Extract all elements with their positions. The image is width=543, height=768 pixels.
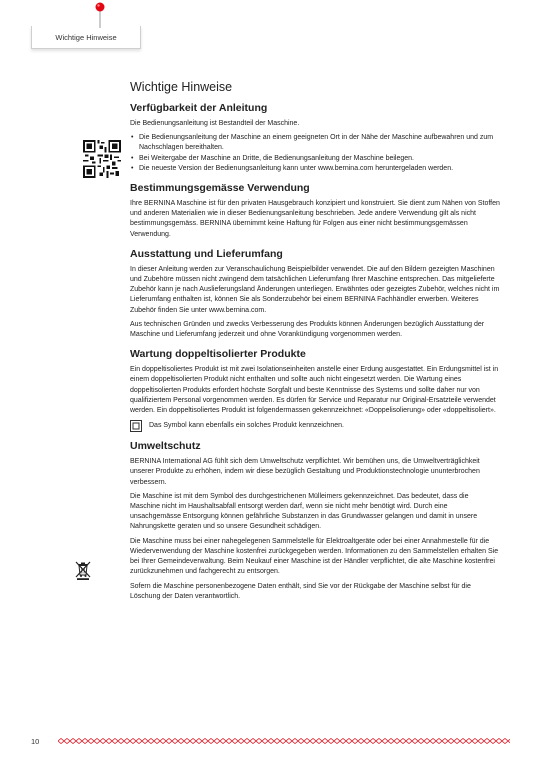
crossed-bin-icon xyxy=(74,560,92,580)
page-number: 10 xyxy=(31,737,40,746)
environment-text-3: Die Maschine muss bei einer nahegelegenen Sammelstelle für Elektroaltgeräte oder bei einer Annahmestelle für die Wiederverwendung der Maschine kostenfrei zurückgegeben werden. Informationen zu den Sammelstellen erhalten Sie bei Ihrer Gemeindeverwaltung. Beim Neukauf einer Maschine ist der Händler verpflichtet, die alte Maschine kostenfrei zurückzunehmen und fachgerecht zu entsorgen. xyxy=(130,537,499,576)
qr-code-icon xyxy=(83,140,121,178)
list-item: • Die Bedienungsanleitung der Maschine an einem geeigneten Ort in der Nähe der Maschine aufbewahren und zum Nachschlagen bereithalten. xyxy=(130,133,500,153)
double-insulation-note-text: Das Symbol kann ebenfalls ein solches Produkt kennzeichnen. xyxy=(149,422,344,430)
equipment-text-2: Aus technischen Gründen und zwecks Verbesserung des Produkts können Änderungen bezüglich Ausstattung der Maschine und Lieferumfang jederzeit und ohne Vorankündigung vorgenommen werden. xyxy=(130,320,485,339)
double-insulation-note xyxy=(130,420,500,432)
intended-use-text: Ihre BERNINA Maschine ist für den privaten Hausgebrauch konzipiert und konstruiert. Sie dient zum Nähen von Stoffen und anderen Materialien wie in dieser Bedienungsanleitung beschrieben. Jede andere Verwendung gilt als nicht bestimmungsgemäss. BERNINA übernimmt keine Haftung für Folgen aus einer nicht bestimmungsgemässen Verwendung. xyxy=(130,200,500,238)
pin-icon xyxy=(93,1,107,29)
availability-intro: Die Bedienungsanleitung ist Bestandteil der Maschine. xyxy=(130,120,300,127)
heading-environment: Umweltschutz xyxy=(130,440,201,453)
availability-list xyxy=(130,133,500,174)
footer-decoration xyxy=(58,737,510,745)
heading-equipment: Ausstattung und Lieferumfang xyxy=(130,247,283,260)
environment-text-4: Sofern die Maschine personenbezogene Daten enthält, sind Sie vor der Rückgabe der Maschine selbst für die Löschung der Daten verantwortlich. xyxy=(130,582,471,600)
heading-availability: Verfügbarkeit der Anleitung xyxy=(130,102,268,114)
equipment-text-1: In dieser Anleitung werden zur Veranschaulichung Beispielbilder verwendet. Die auf den Bildern gezeigten Maschinen und Zubehöre müssen nicht zwingend dem tatsächlichen Lieferumfang Ihrer Maschine entsprechen. Das mitgelieferte Zubehör kann je nach Auslieferungsland Änderungen unterliegen. Erwähntes oder gezeigtes Zubehör, welches nicht im Lieferumfang enthalten ist, können Sie als Sonderzubehör bei einem BERNINA Fachhändler erwerben. Weiteres Zubehör finden Sie unter www.bernina.com. xyxy=(130,265,500,314)
environment-text-2: Die Maschine ist mit dem Symbol des durchgestrichenen Mülleimers gekennzeichnet. Das bedeutet, dass die Maschine nicht im Haushaltsabfall entsorgt werden darf, wenn sie nicht mehr benötigt wird. Durch eine unsachgemässe Entsorgung können gefährliche Substanzen in das Grundwasser gelangen und damit in unsere Nahrungskette geraten und so unsere Gesundheit schädigen. xyxy=(130,492,478,531)
environment-text-1: BERNINA International AG fühlt sich dem Umweltschutz verpflichtet. Wir bemühen uns, die Umweltverträglichkeit unserer Produkte zu erhöhen, indem wir diese bezüglich Gestaltung und Produktionstechnologie ununterbrochen verbessern. xyxy=(130,458,480,486)
heading-double-insulated: Wartung doppeltisolierter Produkte xyxy=(130,348,306,361)
heading-intended-use: Bestimmungsgemässe Verwendung xyxy=(130,182,310,195)
double-insulation-icon xyxy=(130,420,142,432)
main-content xyxy=(130,80,500,606)
section-tab-label: Wichtige Hinweise xyxy=(55,33,117,42)
double-insulated-text: Ein doppeltisoliertes Produkt ist mit zwei Isolationseinheiten anstelle einer Erdung ausgestattet. Ein Erdungsmittel ist in einem doppeltisolierten Produkt nicht enthalten und sollte auch nicht eingesetzt werden. Die Wartung eines doppeltisolierten Produkts erfordert höchste Sorgfalt und beste Kenntnisse des Systems und sollte daher nur von qualifiziertem Personal vorgenommen werden. Es dürfen für Service und Reparatur nur Original-Ersatzteile verwendet werden. Ein doppeltisoliertes Produkt ist folgendermassen gekennzeichnet: «Doppelisolierung» oder «doppeltisoliert». xyxy=(130,366,499,415)
list-item: • Bei Weitergabe der Maschine an Dritte, die Bedienungsanleitung der Maschine beilegen. xyxy=(130,154,500,164)
section-tab xyxy=(31,26,141,49)
page-title: Wichtige Hinweise xyxy=(130,80,233,94)
list-item: • Die neueste Version der Bedienungsanleitung kann unter www.bernina.com heruntergeladen werden. xyxy=(130,164,500,174)
